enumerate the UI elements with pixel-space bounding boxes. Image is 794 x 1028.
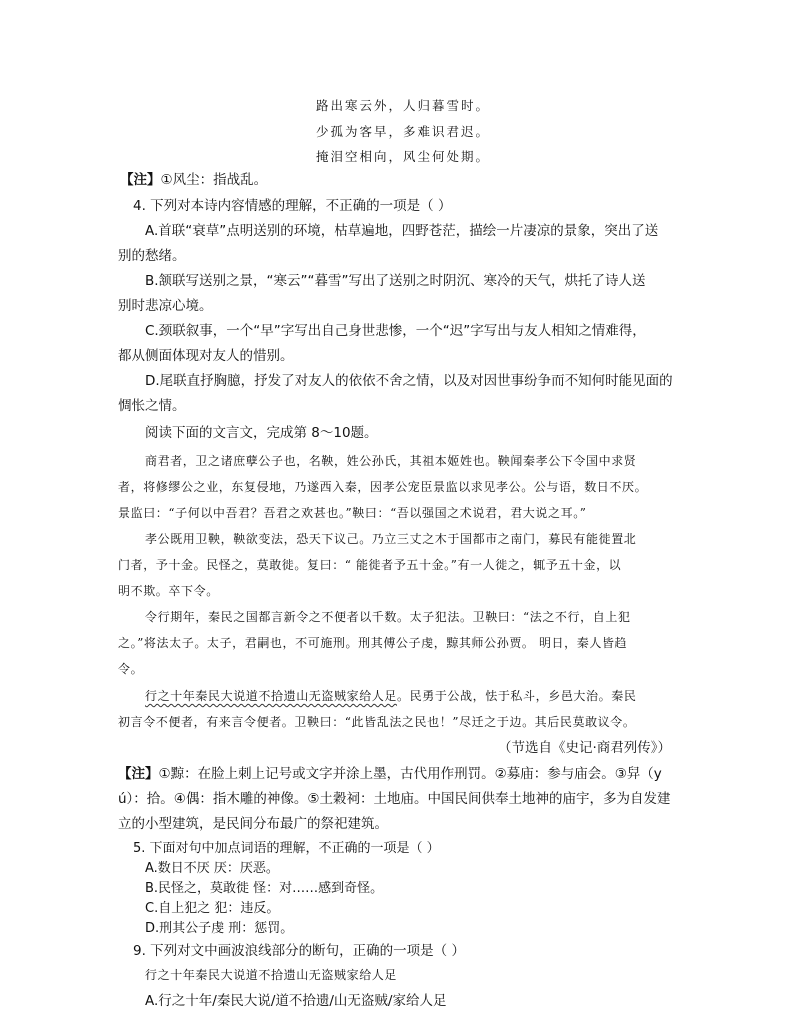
passage-note-line-1 [118, 765, 662, 783]
question-4-option-a-line-2: 别的愁绪。 [118, 248, 186, 264]
question-5-stem: 5. 下面对句中加点词语的理解，不正确的一项是（ ） [133, 841, 440, 856]
question-4-option-d-line-1: D.尾联直抒胸臆，抒发了对友人的依依不舍之情，以及对因世事纷争而不知何时能见面的 [145, 373, 673, 389]
passage-note-text: ①黥：在脸上刺上记号或文字并涂上墨，古代用作刑罚。②募庙：参与庙会。③舁（y [158, 766, 662, 782]
passage-p3-line-1: 令行期年，秦民之国都言新令之不便者以千数。太子犯法。卫鞅曰：“法之不行，自上犯 [145, 610, 631, 624]
poem-line-2: 少孤为客早，多难识君迟。 [316, 124, 491, 139]
question-4-option-b-line-2: 别时悲凉心境。 [118, 298, 213, 314]
question-4-stem: 4. 下列对本诗内容情感的理解，不正确的一项是（ ） [133, 198, 452, 214]
note-tag: 【注】 [118, 766, 159, 782]
question-4-option-c-line-2: 都从侧面体现对友人的惜别。 [118, 348, 294, 364]
question-4-option-c-line-1: C.颈联叙事，一个“早”字写出自己身世悲惨，一个“迟”字写出与友人相知之情难得， [145, 323, 646, 339]
source-citation: （节选自《史记·商君列传》） [498, 740, 672, 756]
poem-line-3: 掩泪空相向，风尘何处期。 [316, 149, 491, 164]
passage-p2-line-3: 明不欺。卒下令。 [118, 584, 219, 598]
passage-note-line-2: ú）：拾。④偶：指木雕的神像。⑤土穀祠：土地庙。中国民间供奉土地神的庙宇，多为自发建 [118, 791, 671, 807]
poem-line-1: 路出寒云外，人归暮雪时。 [316, 98, 491, 113]
reading-instruction: 阅读下面的文言文，完成第 8～10题。 [145, 425, 378, 441]
passage-p1-line-3: 景监曰：“子何以中吾君？吾君之欢甚也。”鞅曰：“吾以强国之术说君，君大说之耳。” [118, 506, 587, 520]
question-5-option-a: A.数日不厌 厌：厌恶。 [145, 861, 279, 876]
passage-p4-line-2: 初言令不便者，有来言令便者。卫鞅曰：“此皆乱法之民也！”尽迁之于边。其后民莫敢议令。 [118, 715, 636, 729]
question-5-option-b: B.民怪之，莫敢徙 怪：对……感到奇怪。 [145, 881, 384, 896]
passage-p4-line-1 [145, 687, 636, 705]
question-5-option-d: D.刑其公子虔 刑：惩罚。 [145, 921, 294, 936]
passage-p3-line-3: 令。 [118, 662, 144, 676]
passage-p4-line-1-rest: 。民勇于公战，怯于私斗，乡邑大治。秦民 [397, 689, 637, 703]
question-9-option-a: A.行之十年/秦民大说/道不拾遗/山无盗贼/家给人足 [145, 993, 447, 1009]
question-4-option-a-line-1: A.首联“衰草”点明送别的环境，枯草遍地，四野苍茫，描绘一片凄凉的景象，突出了送 [145, 223, 659, 239]
note-text: ①风尘：指战乱。 [160, 172, 268, 188]
passage-p3-line-2: 之。”将法太子。太子，君嗣也，不可施刑。刑其傅公子虔，黥其师公孙贾。 明日，秦人皆趋 [118, 636, 628, 650]
passage-p2-line-1: 孝公既用卫鞅，鞅欲变法，恐天下议己。乃立三丈之木于国都市之南门，募民有能徙置北 [145, 532, 637, 546]
question-9-quoted-sentence: 行之十年秦民大说道不拾遗山无盗贼家给人足 [145, 968, 398, 982]
question-4-option-b-line-1: B.颔联写送别之景，“寒云”“暮雪”写出了送别之时阴沉、寒冷的天气，烘托了诗人送 [145, 273, 646, 289]
question-9-stem: 9. 下列对文中画波浪线部分的断句，正确的一项是（ ） [133, 943, 465, 959]
passage-p1-line-1: 商君者，卫之诸庶孽公子也，名鞅，姓公孙氏，其祖本姬姓也。鞅闻秦孝公下令国中求贤 [145, 454, 637, 468]
poem-note [120, 171, 267, 189]
passage-p2-line-2: 门者，予十金。民怪之，莫敢徙。复曰：“ 能徙者予五十金。”有一人徙之，辄予五十金，以 [118, 558, 622, 572]
note-tag: 【注】 [120, 172, 161, 188]
passage-note-line-3: 立的小型建筑，是民间分布最广的祭祀建筑。 [118, 816, 388, 832]
question-4-option-d-line-2: 惆怅之情。 [118, 398, 186, 414]
question-5-option-c: C.自上犯之 犯：违反。 [145, 901, 280, 916]
wavy-underlined-sentence: 行之十年秦民大说道不拾遗山无盗贼家给人足 [145, 689, 398, 703]
passage-p1-line-2: 者，将修缪公之业，东复侵地，乃遂西入秦，因孝公宠臣景监以求见孝公。公与语，数日不厌。 [118, 480, 648, 494]
